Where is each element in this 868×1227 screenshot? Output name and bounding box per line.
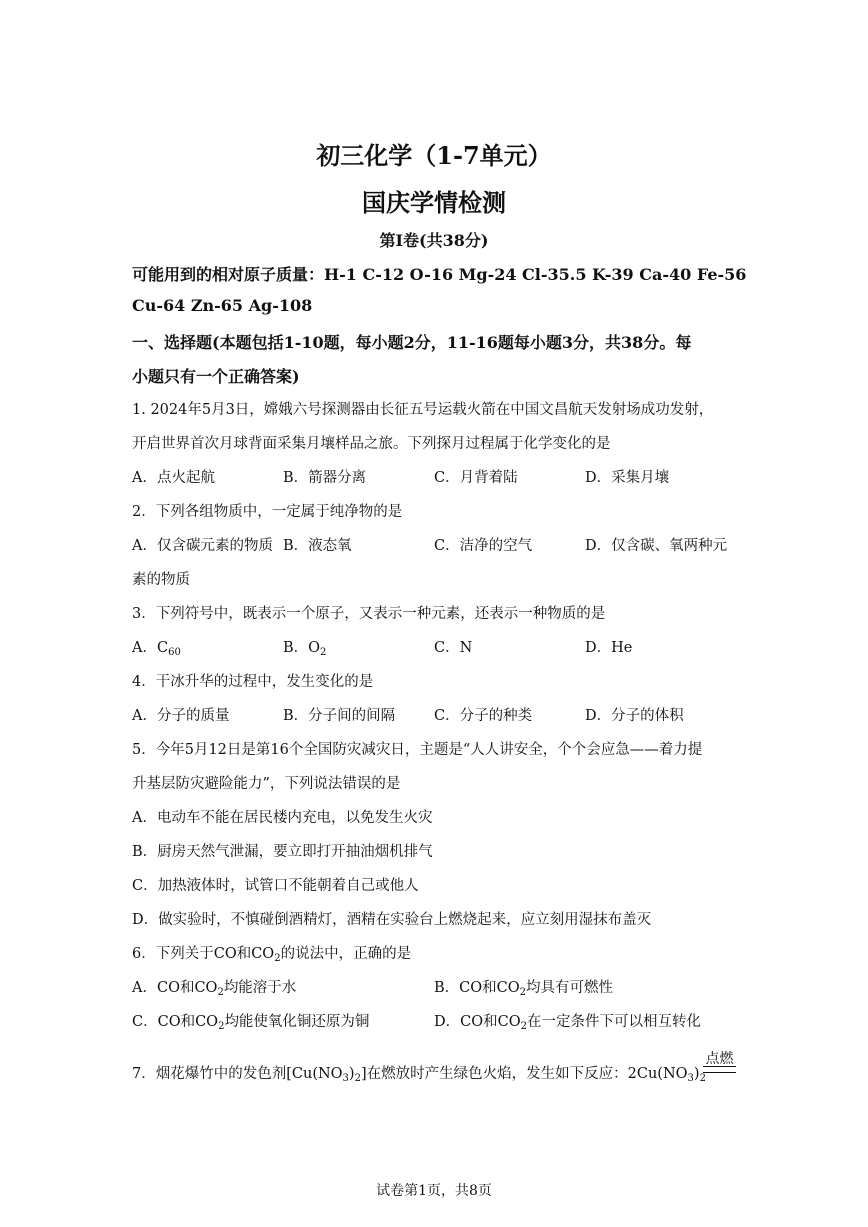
q4-option-b: B．分子间的间隔 [283,708,396,724]
q1-option-a: A．点火起航 [132,470,215,486]
q7-pre: 7．烟花爆竹中的发色剂[Cu(NO [132,1066,343,1082]
q6-a-subscript: 2 [217,987,224,998]
q6-option-a [132,976,296,997]
section-label: 第I卷(共38分) [379,231,489,250]
page-footer: 试卷第1页，共8页 [376,1183,492,1199]
q3-option-a [132,636,181,657]
q5-option-a: A．电动车不能在居民楼内充电，以免发生火灾 [132,810,433,826]
q2-option-b: B．液态氧 [283,538,352,554]
q3-b-subscript: 2 [320,647,327,658]
q6-option-d [434,1010,701,1031]
q3-stem: 3．下列符号中，既表示一个原子，又表示一种元素，还表示一种物质的是 [132,606,606,622]
q1-option-c: C．月背着陆 [434,470,518,486]
exam-subtitle: 国庆学情检测 [362,188,506,217]
q5-option-d: D．做实验时，不慎碰倒酒精灯，酒精在实验台上燃烧起来，应立刻用湿抹布盖灭 [132,912,652,928]
q7-subscript-2: 2 [354,1073,361,1084]
q6-a-post: 均能溶于水 [223,980,297,996]
q7-subscript-3: 3 [687,1073,694,1084]
q4-stem: 4．干冰升华的过程中，发生变化的是 [132,674,374,690]
q7-post: ]在燃放时产生绿色火焰，发生如下反应：2Cu(NO [360,1066,688,1082]
q2-option-c: C．洁净的空气 [434,538,533,554]
q6-d-subscript: 2 [520,1021,527,1032]
q2-option-d: D．仅含碳、氧两种元 [585,538,728,554]
reaction-condition: 点燃 [705,1051,734,1067]
q2-option-d-cont: 素的物质 [132,572,190,588]
q4-option-d: D．分子的体积 [585,708,684,724]
q5-option-b: B．厨房天然气泄漏，要立即打开抽油烟机排气 [132,844,433,860]
q2-stem: 2．下列各组物质中，一定属于纯净物的是 [132,504,403,520]
q2-option-a: A．仅含碳元素的物质 [132,538,273,554]
q1-stem-cont: 开启世界首次月球背面采集月壤样品之旅。下列探月过程属于化学变化的是 [132,436,611,452]
q4-option-a: A．分子的质量 [132,708,230,724]
q6-stem-pre: 6．下列关于CO和CO [132,946,275,962]
q6-stem [132,942,411,963]
q3-option-d: D．He [585,640,633,656]
q1-stem: 1. 2024年5月3日，嫦娥六号探测器由长征五号运载火箭在中国文昌航天发射场成功发射， [132,402,714,418]
q4-option-c: C．分子的种类 [434,708,533,724]
reaction-equals-sign [703,1066,736,1073]
q3-option-c: C．N [434,640,473,656]
part1-heading: 一、选择题(本题包括1-10题，每小题2分，11-16题每小题3分，共38分。每 [132,333,692,352]
q7-mid2: ) [693,1066,700,1082]
q6-c-post: 均能使氧化铜还原为铜 [224,1014,370,1030]
atomic-masses-line2: Cu-64 Zn-65 Ag-108 [132,296,313,315]
q6-c-pre: C．CO和CO [132,1014,219,1030]
q5-option-c: C．加热液体时，试管口不能朝着自己或他人 [132,878,419,894]
q7-subscript-4: 2 [699,1073,706,1084]
q5-stem: 5．今年5月12日是第16个全国防灾减灾日，主题是“人人讲安全，个个会应急——着力提 [132,742,703,758]
q6-b-pre: B．CO和CO [434,980,520,996]
atomic-masses-line1: 可能用到的相对原子质量：H-1 C-12 O-16 Mg-24 Cl-35.5 K-39 Ca-40 Fe-56 [132,265,747,284]
q3-a-text: A．C [132,640,169,656]
q6-b-subscript: 2 [519,987,526,998]
q6-option-b [434,976,613,997]
q6-option-c [132,1010,369,1031]
q1-option-b: B．箭器分离 [283,470,367,486]
q6-b-post: 均具有可燃性 [526,980,613,996]
q1-option-d: D．采集月壤 [585,470,670,486]
q6-d-pre: D．CO和CO [434,1014,521,1030]
q6-d-post: 在一定条件下可以相互转化 [526,1014,701,1030]
q6-stem-subscript: 2 [274,953,281,964]
q7-stem [132,1062,706,1083]
q3-option-b [283,636,326,657]
part1-heading-cont: 小题只有一个正确答案) [132,367,300,386]
q3-a-subscript: 60 [168,647,181,658]
q3-b-text: B．O [283,640,321,656]
q7-subscript-1: 3 [342,1073,349,1084]
q7-mid: ) [348,1066,355,1082]
q6-a-pre: A．CO和CO [132,980,218,996]
q5-stem-cont: 升基层防灾避险能力”，下列说法错误的是 [132,776,401,792]
q6-c-subscript: 2 [218,1021,225,1032]
q6-stem-post: 的说法中，正确的是 [280,946,412,962]
exam-title: 初三化学（1-7单元） [316,141,552,170]
